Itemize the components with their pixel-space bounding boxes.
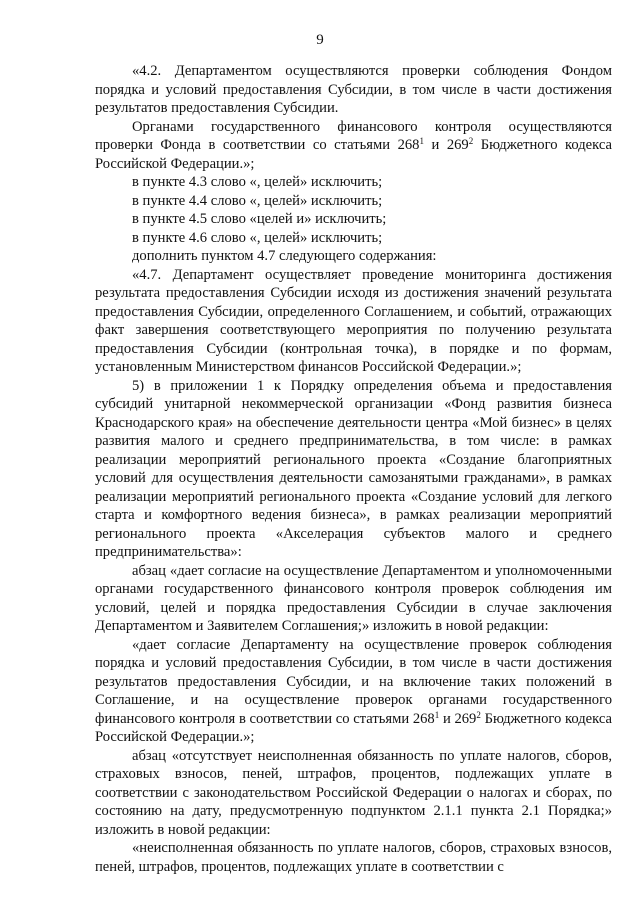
superscript: 2 xyxy=(476,709,481,720)
paragraph-text: «4.2. Департаментом осуществляются проверки соблюдения Фондом порядка и условий предоставления Субсидии, в том числе в части достижения результатов предоставления Субсидии. xyxy=(95,63,612,116)
paragraph-text: в пункте 4.3 слово «, целей» исключить; xyxy=(132,174,383,190)
paragraph-tax-old xyxy=(95,747,612,840)
paragraph-text: Бюджетного кодекса Российской Федерации.»; xyxy=(95,137,612,172)
page-number: 9 xyxy=(316,32,324,48)
paragraph-text: Органами государственного финансового контроля осуществляются проверки Фонда в соответствии со статьями 268 xyxy=(95,118,612,153)
paragraph-text: абзац «дает согласие на осуществление Департаментом и уполномоченными органами государственного финансового контроля проверок соблюдения им условий, целей и порядка предоставления Субсидии в случае заключения Департаментом и Заявителем Соглашения;» изложить в новой редакции: xyxy=(95,562,612,634)
paragraph-4-7 xyxy=(95,266,612,377)
paragraph-control-bodies xyxy=(95,118,612,174)
paragraph-4-4 xyxy=(95,192,612,211)
paragraph-text: дополнить пунктом 4.7 следующего содержания: xyxy=(132,248,437,264)
paragraph-text: абзац «отсутствует неисполненная обязанность по уплате налогов, сборов, страховых взносов, пеней, штрафов, процентов, подлежащих уплате в соответствии с законодательством Российской Федерации о налогах и сборах, по состоянию на дату, предусмотренную подпунктом 2.1.1 пункта 2.1 Порядка;» изложить в новой редакции: xyxy=(95,747,612,838)
paragraph-add-4-7 xyxy=(95,247,612,266)
paragraph-consent-old xyxy=(95,562,612,636)
paragraph-4-2 xyxy=(95,62,612,118)
paragraph-tax-new xyxy=(95,839,612,876)
paragraph-text: 5) в приложении 1 к Порядку определения объема и предоставления субсидий унитарной некоммерческой организации «Фонд развития бизнеса Краснодарского края» на обеспечение деятельности центра «Мой бизнес» в целях развития малого и среднего предпринимательства, в том числе: в рамках реализации мероприятий регионального проекта «Создание благоприятных условий для осуществления деятельности самозанятыми гражданами», в рамках реализации мероприятий регионального проекта «Создание условий для легкого старта и комфортного ведения бизнеса», в рамках реализации мероприятий регионального проекта «Акселерация субъектов малого и среднего предпринимательства»: xyxy=(95,377,612,560)
paragraph-consent-new xyxy=(95,636,612,747)
paragraph-4-6 xyxy=(95,229,612,248)
paragraph-text: в пункте 4.5 слово «целей и» исключить; xyxy=(132,211,387,227)
document-body xyxy=(95,62,612,876)
paragraph-text: в пункте 4.4 слово «, целей» исключить; xyxy=(132,192,383,209)
paragraph-text: «неисполненная обязанность по уплате налогов, сборов, страховых взносов, пеней, штрафов, процентов, подлежащих уплате в соответствии с xyxy=(95,840,612,875)
paragraph-text: в пункте 4.6 слово «, целей» исключить; xyxy=(132,229,383,246)
paragraph-text: «4.7. Департамент осуществляет проведение мониторинга достижения результата предоставления Субсидии исходя из достижения значений результата предоставления Субсидии, определенного Соглашением, и событий, отражающих факт завершения соответствующего мероприятия по получению результата предоставления Субсидии (контрольная точка), в порядке и по формам, установленным Министерством финансов Российской Федерации.»; xyxy=(95,266,612,375)
paragraph-text: и 269 xyxy=(439,710,477,727)
superscript: 2 xyxy=(468,136,474,146)
superscript: 1 xyxy=(434,709,440,720)
paragraph-text: «дает согласие Департаменту на осуществление проверок соблюдения порядка и условий предоставления Субсидии, в том числе в части достижения результатов предоставления Субсидии, и на включение таких положений в Соглашение, и на осуществление проверок органами государственного финансового контроля в соответствии со статьями 268 xyxy=(95,636,612,727)
paragraph-text: и 269 xyxy=(423,137,469,153)
superscript: 1 xyxy=(419,136,424,146)
paragraph-item-5 xyxy=(95,377,612,562)
paragraph-4-3 xyxy=(95,173,612,192)
paragraph-text: Бюджетного кодекса Российской Федерации.»; xyxy=(95,710,612,745)
paragraph-4-5 xyxy=(95,210,612,229)
